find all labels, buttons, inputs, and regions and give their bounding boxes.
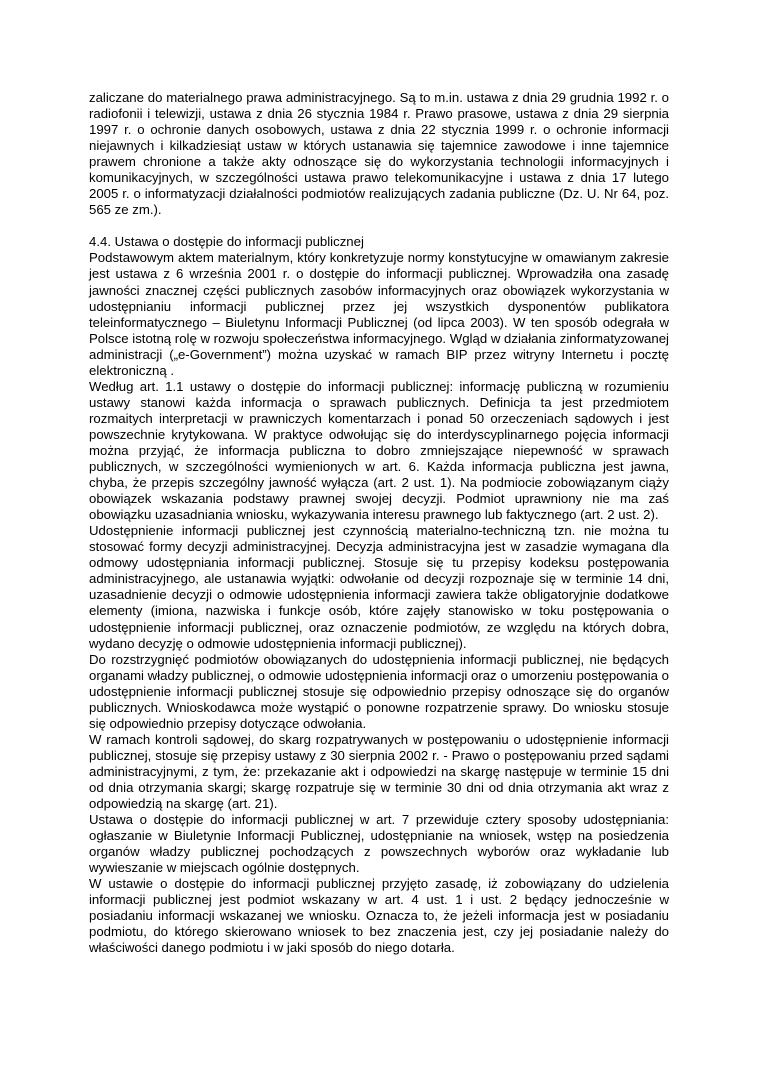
body-paragraph: Ustawa o dostępie do informacji publicznej w art. 7 przewiduje cztery sposoby udostępniania: ogłaszanie w Biuletynie Informacji Publicznej, udostępnianie na wniosek, wstęp na posiedzenia organów władzy publicznej pochodzących z powszechnych wyborów oraz wykładanie lub wywieszanie w miejscach ogólnie dostępnych. [89, 812, 669, 876]
body-paragraph: W ustawie o dostępie do informacji publicznej przyjęto zasadę, iż zobowiązany do udzielenia informacji publicznej jest podmiot wskazany w art. 4 ust. 1 i ust. 2 będący jednocześnie w posiadaniu informacji wskazanej we wniosku. Oznacza to, że jeżeli informacja jest w posiadaniu podmiotu, do którego skierowano wniosek to bez znaczenia jest, czy jej posiadanie należy do właściwości danego podmiotu i w jaki sposób do niego dotarła. [89, 876, 669, 956]
body-paragraph: Udostępnienie informacji publicznej jest czynnością materialno-techniczną tzn. nie można tu stosować formy decyzji administracyjnej. Decyzja administracyjna jest w zasadzie wymagana dla odmowy udostępniania informacji publicznej. Stosuje się tu przepisy kodeksu postępowania administracyjnego, ale ustanawia wyjątki: odwołanie od decyzji rozpoznaje się w terminie 14 dni, uzasadnienie decyzji o odmowie udostępnienia informacji zawiera także obligatoryjnie dodatkowe elementy (imiona, nazwiska i funkcje osób, które zajęły stanowisko w toku postępowania o udostępnienie informacji publicznej, oraz oznaczenie podmiotów, ze względu na których dobra, wydano decyzję o odmowie udostępnienia informacji publicznej). [89, 523, 669, 651]
paragraph-spacer [89, 218, 669, 234]
body-paragraph: Podstawowym aktem materialnym, który konkretyzuje normy konstytucyjne w omawianym zakresie jest ustawa z 6 września 2001 r. o dostępie do informacji publicznej. Wprowadziła ona zasadę jawności znacznej części publicznych zasobów informacyjnych oraz obowiązek wykorzystania w udostępnianiu informacji publicznej przez jej wszystkich dysponentów publikatora teleinformatycznego – Biuletynu Informacji Publicznej (od lipca 2003). W ten sposób odegrała w Polsce istotną rolę w rozwoju społeczeństwa informacyjnego. Wgląd w działania zinformatyzowanej administracji („e-Government”) można uzyskać w ramach BIP przez witryny Internetu i pocztę elektroniczną . [89, 250, 669, 378]
body-paragraph: W ramach kontroli sądowej, do skarg rozpatrywanych w postępowaniu o udostępnienie informacji publicznej, stosuje się przepisy ustawy z 30 sierpnia 2002 r. - Prawo o postępowaniu przed sądami administracyjnymi, z tym, że: przekazanie akt i odpowiedzi na skargę następuje w terminie 15 dni od dnia otrzymania skargi; skargę rozpatruje się w terminie 30 dni od dnia otrzymania akt wraz z odpowiedzią na skargę (art. 21). [89, 731, 669, 812]
document-page [89, 90, 669, 956]
intro-paragraph: zaliczane do materialnego prawa administracyjnego. Są to m.in. ustawa z dnia 29 grudnia 1992 r. o radiofonii i telewizji, ustawa z dnia 26 stycznia 1984 r. Prawo prasowe, ustawa z dnia 29 sierpnia 1997 r. o ochronie danych osobowych, ustawa z dnia 22 stycznia 1999 r. o ochronie informacji niejawnych i kilkadziesiąt ustaw w których ustanawia się tajemnice zawodowe i inne tajemnice prawem chronione a także akty odnoszące się do wykorzystania technologii informacyjnych i komunikacyjnych, w szczególności ustawa prawo telekomunikacyjne i ustawa z dnia 17 lutego 2005 r. o informatyzacji działalności podmiotów realizujących zadania publiczne (Dz. U. Nr 64, poz. 565 ze zm.). [89, 90, 669, 218]
body-paragraph: Według art. 1.1 ustawy o dostępie do informacji publicznej: informację publiczną w rozumieniu ustawy stanowi każda informacja o sprawach publicznych. Definicja ta jest przedmiotem rozmaitych interpretacji w prawniczych komentarzach i ponad 50 orzeczeniach sądowych i jest powszechnie krytykowana. W praktyce odwołując się do interdyscyplinarnego pojęcia informacji można przyjąć, że informacja publiczna to dobro zmniejszające niepewność w sprawach publicznych, w szczególności wymienionych w art. 6. Każda informacja publiczna jest jawna, chyba, że przepis szczególny jawność wyłącza (art. 2 ust. 1). Na podmiocie zobowiązanym ciąży obowiązek wskazania podstawy prawnej swojej decyzji. Podmiot uprawniony nie ma zaś obowiązku uzasadniania wniosku, wykazywania interesu prawnego lub faktycznego (art. 2 ust. 2). [89, 378, 669, 523]
section-heading: 4.4. Ustawa o dostępie do informacji publicznej [89, 234, 364, 250]
body-paragraph: Do rozstrzygnięć podmiotów obowiązanych do udostępnienia informacji publicznej, nie będących organami władzy publicznej, o odmowie udostępnienia informacji oraz o umorzeniu postępowania o udostępnienie informacji publicznej stosuje się odpowiednio przepisy odnoszące się do organów publicznych. Wnioskodawca może wystąpić o ponowne rozpatrzenie sprawy. Do wniosku stosuje się odpowiednio przepisy dotyczące odwołania. [89, 651, 669, 731]
